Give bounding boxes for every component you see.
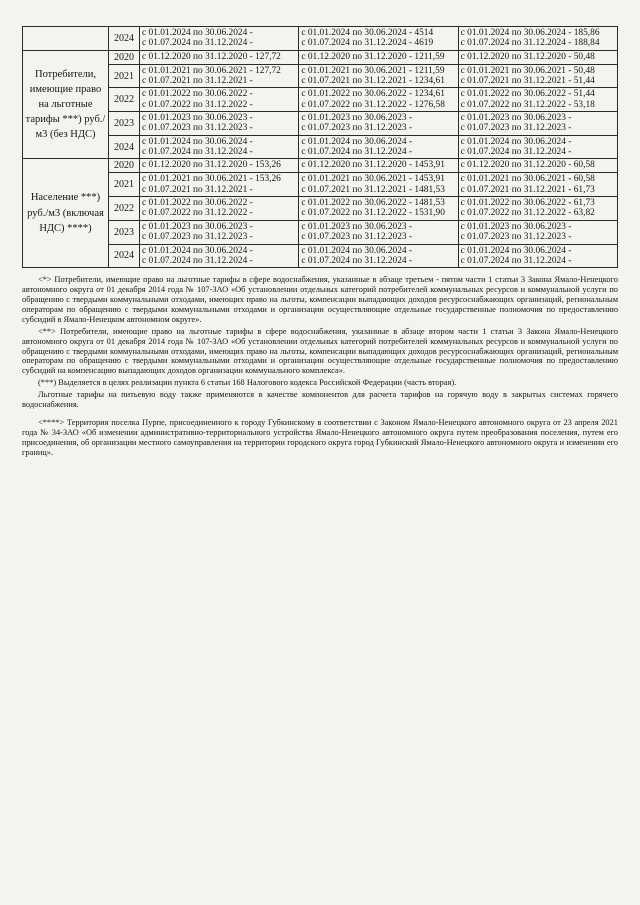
tariff-period-line: с 01.07.2021 по 31.12.2021 - 1234,61	[301, 76, 445, 87]
tariff-period-line: с 01.07.2024 по 31.12.2024 - 188,84	[460, 38, 600, 49]
tariff-period-line: с 01.01.2024 по 30.06.2024 -	[460, 245, 572, 256]
tariff-period-line: с 01.01.2022 по 30.06.2022 - 1234,61	[301, 89, 445, 100]
table-row	[23, 220, 618, 244]
tariff-period-line: с 01.01.2024 по 30.06.2024 - 185,86	[460, 28, 600, 38]
tariff-value-cell	[458, 64, 617, 88]
consumer-category-cell: Население ***) руб./м3 (включая НДС) ****)	[23, 159, 109, 268]
tariff-value-cell	[299, 64, 458, 88]
tariff-value-cell	[458, 220, 617, 244]
tariff-period-line: с 01.07.2023 по 31.12.2023 -	[142, 232, 253, 243]
tariff-period-line: с 01.07.2022 по 31.12.2022 - 53,18	[460, 99, 595, 110]
tariff-period-line: с 01.01.2023 по 30.06.2023 -	[301, 221, 413, 232]
tariff-value-cell	[299, 197, 458, 221]
tariff-period-line: с 01.01.2023 по 30.06.2023 -	[460, 113, 572, 124]
tariff-value-cell	[458, 244, 617, 268]
year-cell: 2021	[109, 64, 140, 88]
tariff-period-line: с 01.07.2022 по 31.12.2022 - 1531,90	[301, 208, 445, 219]
table-row	[23, 27, 618, 51]
tariff-period-line: с 01.01.2024 по 30.06.2024 - 4514	[301, 28, 434, 38]
tariff-period-line: с 01.07.2024 по 31.12.2024 -	[142, 38, 253, 49]
tariff-value-cell	[140, 135, 299, 159]
tariff-value-cell	[299, 173, 458, 197]
tariff-table	[22, 26, 618, 268]
tariff-value-cell	[140, 64, 299, 88]
table-row	[23, 197, 618, 221]
year-cell: 2020	[109, 159, 140, 173]
tariff-value-cell	[140, 112, 299, 136]
tariff-period-line: с 01.01.2024 по 30.06.2024 -	[301, 136, 413, 147]
footnotes	[22, 275, 618, 459]
tariff-value-cell	[458, 112, 617, 136]
tariff-period-line: с 01.01.2024 по 30.06.2024 -	[142, 136, 253, 147]
table-row	[23, 64, 618, 88]
tariff-period-line: с 01.07.2021 по 31.12.2021 - 1481,53	[301, 184, 445, 195]
footnote: Льготные тарифы на питьевую воду также применяются в качестве компонентов для расчета тарифов на горячую воду в закрытых системах горячего водоснабжения.	[22, 390, 618, 410]
tariff-value-cell	[299, 220, 458, 244]
tariff-period-line: с 01.01.2023 по 30.06.2023 -	[142, 113, 253, 124]
tariff-period-line: с 01.07.2021 по 31.12.2021 - 51,44	[460, 76, 595, 87]
tariff-period-line: с 01.01.2024 по 30.06.2024 -	[460, 136, 572, 147]
table-row	[23, 135, 618, 159]
tariff-period-line: с 01.01.2024 по 30.06.2024 -	[142, 28, 253, 38]
tariff-value-cell	[458, 159, 617, 173]
tariff-value-cell	[140, 220, 299, 244]
consumer-category-cell: Потребители, имеющие право на льготные тарифы ***) руб./м3 (без НДС)	[23, 50, 109, 159]
tariff-period-line: с 01.01.2022 по 30.06.2022 -	[142, 198, 253, 209]
tariff-period-line: с 01.07.2024 по 31.12.2024 -	[301, 147, 413, 158]
year-cell: 2020	[109, 50, 140, 64]
tariff-value-cell	[458, 197, 617, 221]
tariff-value-cell	[299, 244, 458, 268]
tariff-period-line: с 01.01.2022 по 30.06.2022 - 1481,53	[301, 198, 445, 209]
tariff-period-line: с 01.01.2023 по 30.06.2023 -	[301, 113, 413, 124]
tariff-period-line: с 01.01.2024 по 30.06.2024 -	[142, 245, 253, 256]
year-cell: 2023	[109, 112, 140, 136]
year-cell: 2021	[109, 173, 140, 197]
tariff-period-line: с 01.07.2021 по 31.12.2021 - 61,73	[460, 184, 595, 195]
year-cell: 2024	[109, 27, 140, 51]
tariff-period-line: с 01.07.2021 по 31.12.2021 -	[142, 184, 253, 195]
tariff-value-cell	[458, 88, 617, 112]
tariff-value-cell	[140, 88, 299, 112]
tariff-period-line: с 01.01.2021 по 30.06.2021 - 1453,91	[301, 174, 445, 185]
tariff-period-line: с 01.07.2023 по 31.12.2023 -	[301, 232, 413, 243]
tariff-period-line: с 01.07.2023 по 31.12.2023 -	[460, 123, 572, 134]
tariff-period-line: с 01.07.2024 по 31.12.2024 -	[142, 147, 253, 158]
tariff-period-line: с 01.12.2020 по 31.12.2020 - 50,48	[460, 51, 595, 62]
tariff-period-line: с 01.12.2020 по 31.12.2020 - 1453,91	[301, 160, 445, 171]
tariff-value-cell	[140, 27, 299, 51]
tariff-value-cell	[140, 244, 299, 268]
tariff-period-line: с 01.07.2022 по 31.12.2022 - 63,82	[460, 208, 595, 219]
footnote: (***) Выделяется в целях реализации пункта 6 статьи 168 Налогового кодекса Российской Федерации (часть вторая).	[38, 378, 457, 388]
tariff-period-line: с 01.01.2023 по 30.06.2023 -	[460, 221, 572, 232]
year-cell: 2024	[109, 135, 140, 159]
tariff-period-line: с 01.12.2020 по 31.12.2020 - 127,72	[142, 51, 281, 62]
tariff-period-line: с 01.01.2022 по 30.06.2022 -	[142, 89, 253, 100]
tariff-period-line: с 01.12.2020 по 31.12.2020 - 1211,59	[301, 51, 445, 62]
tariff-value-cell	[140, 50, 299, 64]
tariff-period-line: с 01.07.2024 по 31.12.2024 - 4619	[301, 38, 434, 49]
tariff-value-cell	[299, 50, 458, 64]
tariff-period-line: с 01.07.2023 по 31.12.2023 -	[301, 123, 413, 134]
year-cell: 2022	[109, 88, 140, 112]
year-cell: 2022	[109, 197, 140, 221]
table-row	[23, 50, 618, 64]
year-cell: 2024	[109, 244, 140, 268]
year-cell: 2023	[109, 220, 140, 244]
tariff-period-line: с 01.07.2022 по 31.12.2022 -	[142, 99, 253, 110]
tariff-value-cell	[299, 27, 458, 51]
footnote: <*> Потребители, имеющие право на льготные тарифы в сфере водоснабжения, указанные в абзаце третьем - пятом части 1 статьи 3 Закона Ямало-Ненецкого автономного округа от 01 декабря 2014 года № 107-ЗАО «Об установлении отдельных категорий потребителей коммунальных ресурсов и коммунальной услуги по обращению с твердыми коммунальными отходами, имеющих право на льготы, компенсации выпадающих доходов ресурсоснабжающих организаций, региональным операторам по обращению с твердыми коммунальными отходами и организации осуществляющие отдельные государственные полномочия по предоставлению субсидий в Ямало-Ненецком автономном округе».	[22, 275, 618, 324]
tariff-period-line: с 01.01.2022 по 30.06.2022 - 51,44	[460, 89, 595, 100]
tariff-period-line: с 01.07.2024 по 31.12.2024 -	[460, 255, 572, 266]
tariff-period-line: с 01.01.2021 по 30.06.2021 - 60,58	[460, 174, 595, 185]
tariff-period-line: с 01.01.2022 по 30.06.2022 - 61,73	[460, 198, 595, 209]
tariff-value-cell	[299, 135, 458, 159]
table-row	[23, 159, 618, 173]
tariff-period-line: с 01.07.2024 по 31.12.2024 -	[301, 255, 413, 266]
tariff-period-line: с 01.01.2021 по 30.06.2021 - 153,26	[142, 174, 281, 185]
tariff-period-line: с 01.07.2023 по 31.12.2023 -	[142, 123, 253, 134]
tariff-value-cell	[458, 27, 617, 51]
table-row	[23, 244, 618, 268]
tariff-value-cell	[299, 159, 458, 173]
tariff-period-line: с 01.07.2024 по 31.12.2024 -	[142, 255, 253, 266]
table-row	[23, 88, 618, 112]
tariff-value-cell	[458, 50, 617, 64]
tariff-period-line: с 01.12.2020 по 31.12.2020 - 153,26	[142, 160, 281, 171]
tariff-value-cell	[299, 112, 458, 136]
category-cell-continued	[23, 27, 109, 51]
tariff-period-line: с 01.01.2021 по 30.06.2021 - 1211,59	[301, 65, 445, 76]
tariff-period-line: с 01.07.2022 по 31.12.2022 -	[142, 208, 253, 219]
tariff-value-cell	[458, 135, 617, 159]
tariff-value-cell	[458, 173, 617, 197]
footnote: <****> Территория поселка Пурпе, присоединенного к городу Губкинскому в соответствии с Законом Ямало-Ненецкого автономного округа от 23 апреля 2021 года № 34-ЗАО «Об изменении административно-территориального устройства Ямало-Ненецкого автономного округа путем преобразования поселения, путем его присоединения, об организации местного самоуправления на территории городского округа город Губкинский Ямало-Ненецкого автономного округа и изменении его границ».	[22, 417, 618, 457]
tariff-period-line: с 01.01.2024 по 30.06.2024 -	[301, 245, 413, 256]
tariff-period-line: с 01.07.2021 по 31.12.2021 -	[142, 76, 253, 87]
table-row	[23, 173, 618, 197]
tariff-value-cell	[140, 159, 299, 173]
tariff-period-line: с 01.07.2023 по 31.12.2023 -	[460, 232, 572, 243]
table-row	[23, 112, 618, 136]
tariff-value-cell	[140, 173, 299, 197]
tariff-period-line: с 01.07.2024 по 31.12.2024 -	[460, 147, 572, 158]
tariff-period-line: с 01.07.2022 по 31.12.2022 - 1276,58	[301, 99, 445, 110]
tariff-period-line: с 01.01.2023 по 30.06.2023 -	[142, 221, 253, 232]
tariff-period-line: с 01.12.2020 по 31.12.2020 - 60,58	[460, 160, 595, 171]
footnote: <**> Потребители, имеющие право на льготные тарифы в сфере водоснабжения, указанные в абзаце втором части 1 статьи 3 Закона Ямало-Ненецкого автономного округа от 01 декабря 2014 года № 107-ЗАО «Об установлении отдельных категорий потребителей коммунальных ресурсов и коммунальной услуги по обращению с твердыми коммунальными отходами, имеющих право на льготы, компенсации выпадающих доходов ресурсоснабжающих организаций, региональным операторам по обращению с твердыми коммунальными отходами и организации осуществляющие отдельные государственные полномочия по предоставлению субсидий на компенсацию выпадающих доходов организации коммунального комплекса».	[22, 326, 618, 376]
tariff-period-line: с 01.01.2021 по 30.06.2021 - 127,72	[142, 65, 281, 76]
tariff-period-line: с 01.01.2021 по 30.06.2021 - 50,48	[460, 65, 595, 76]
tariff-value-cell	[140, 197, 299, 221]
tariff-value-cell	[299, 88, 458, 112]
